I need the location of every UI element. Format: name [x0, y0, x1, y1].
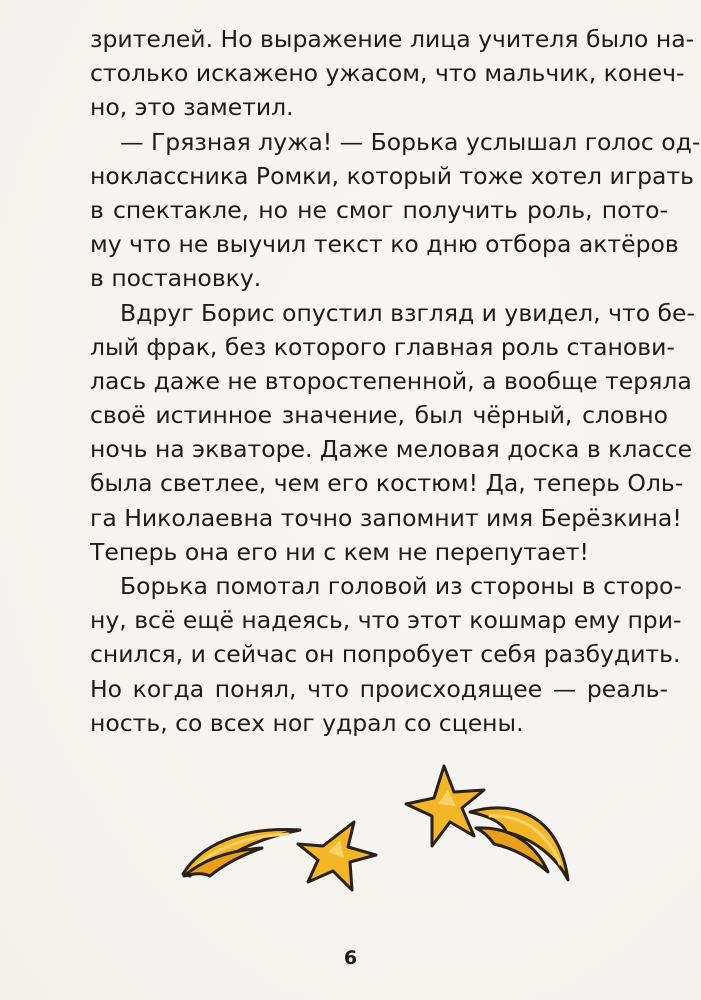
- right-star-icon: [406, 766, 484, 846]
- text-line: лый фрак, без которого главная роль станови-: [90, 332, 675, 361]
- text-line: ноклассника Ромки, который тоже хотел играть: [90, 161, 695, 190]
- text-line: Вдруг Борис опустил взгляд и увидел, что бе-: [120, 298, 695, 327]
- text-line: столько искажено ужасом, что мальчик, конеч-: [90, 59, 685, 88]
- text-line: га Николаевна точно запомнит имя Берёзкина!: [90, 503, 682, 532]
- text-line: своё истинное значение, был чёрный, словно: [90, 401, 668, 430]
- text-line: ность, со всех ног удрал со сцены.: [90, 708, 524, 737]
- text-line: ну, всё ещё надеясь, что этот кошмар ему при-: [90, 606, 682, 635]
- text-line: в спектакле, но не смог получить роль, пото-: [90, 195, 668, 224]
- text-line: Но когда понял, что происходящее — реаль-: [90, 674, 668, 703]
- text-line: Борька помотал головой из стороны в сторо-: [120, 572, 682, 600]
- page-number: 6: [343, 947, 358, 969]
- text-line: му что не выучил текст ко дню отбора актёров: [90, 230, 679, 259]
- text-line: зрителей. Но выражение лица учителя было на-: [90, 25, 695, 53]
- text-line: но, это заметил.: [90, 93, 294, 122]
- shooting-stars-illustration: [0, 740, 701, 940]
- text-line: — Грязная лужа! — Борька услышал голос од-: [120, 127, 701, 156]
- text-line: Теперь она его ни с кем не перепутает!: [90, 537, 589, 566]
- left-star-icon: [298, 822, 376, 890]
- body-text: [90, 22, 701, 740]
- text-line: была светлее, чем его костюм! Да, теперь Оль-: [90, 469, 684, 498]
- text-line: ночь на экваторе. Даже меловая доска в классе: [90, 435, 693, 464]
- text-line: лась даже не второстепенной, а вообще теряла: [90, 366, 692, 395]
- text-line: в постановку.: [90, 264, 262, 293]
- text-line: снился, и сейчас он попробует себя разбудить.: [90, 640, 681, 669]
